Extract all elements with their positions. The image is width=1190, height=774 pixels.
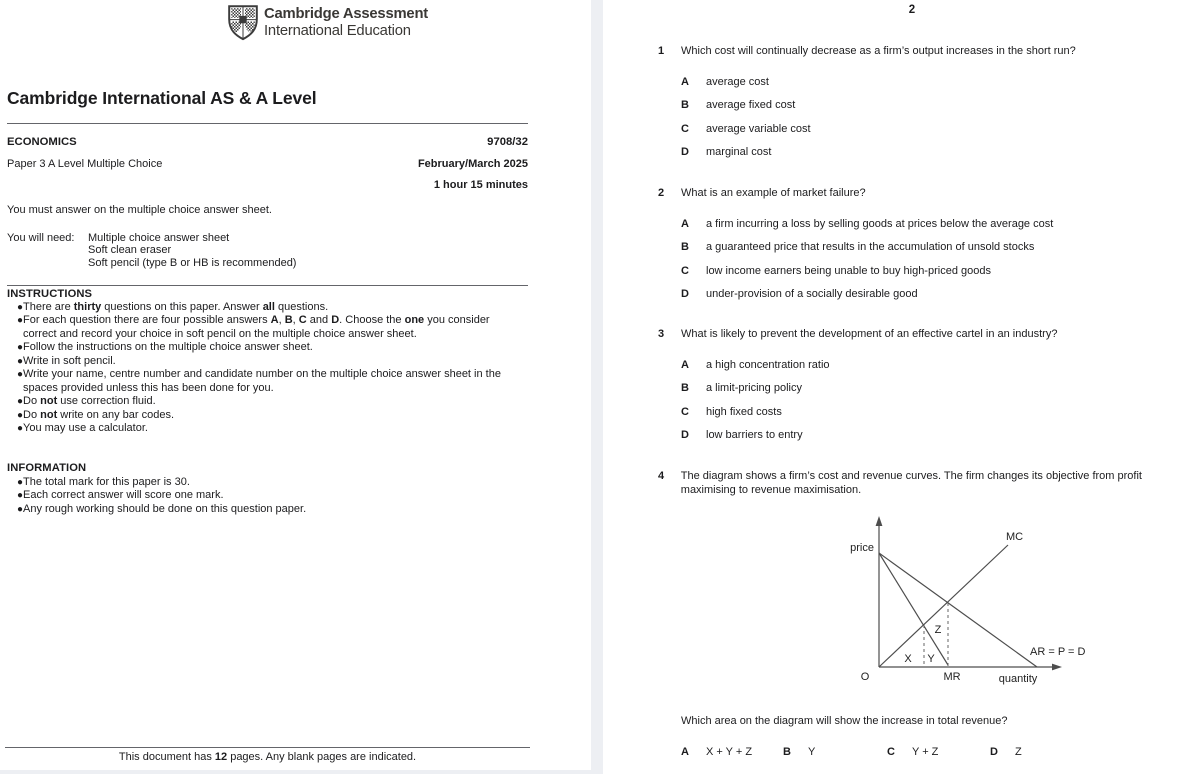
option-letter: A bbox=[681, 745, 689, 758]
question-number: 4 bbox=[658, 470, 665, 482]
cost-revenue-diagram bbox=[830, 512, 1110, 697]
option-b bbox=[681, 99, 1183, 112]
bullet-icon: ● bbox=[17, 369, 24, 381]
option-c bbox=[681, 406, 1183, 419]
option-letter: C bbox=[681, 405, 689, 418]
options-list bbox=[681, 359, 1183, 443]
question-4 bbox=[658, 470, 1183, 758]
y-axis-label: price bbox=[850, 542, 874, 554]
option-text: Z bbox=[1015, 745, 1022, 758]
question-text: The diagram shows a firm’s cost and revenue curves. The firm changes its objective from profit maximising to revenue maximisation. bbox=[680, 470, 1142, 496]
option-text: a high concentration ratio bbox=[706, 358, 830, 371]
footer-divider bbox=[5, 747, 530, 748]
option-text: a limit-pricing policy bbox=[706, 382, 802, 394]
instruction-text: Write your name, centre number and candidate number on the multiple choice answer sheet in the spaces provided unless this has been done for you. bbox=[23, 368, 501, 394]
page-title: Cambridge International AS & A Level bbox=[7, 88, 317, 108]
instruction-item bbox=[7, 409, 524, 422]
bullet-icon: ● bbox=[17, 396, 24, 408]
information-item bbox=[7, 489, 524, 502]
logo-wordmark bbox=[264, 5, 428, 41]
option-d bbox=[681, 146, 1183, 159]
option-b bbox=[783, 746, 887, 758]
instruction-item bbox=[7, 395, 524, 408]
mr-label: MR bbox=[943, 671, 961, 683]
option-letter: A bbox=[681, 75, 689, 88]
option-text: average fixed cost bbox=[706, 99, 796, 111]
questions-page bbox=[603, 0, 1190, 774]
price-axis-arrow-icon bbox=[876, 516, 883, 526]
bullet-icon: ● bbox=[17, 315, 24, 327]
mr-curve bbox=[879, 553, 948, 665]
bullet-icon: ● bbox=[17, 302, 24, 313]
you-will-need-items bbox=[88, 232, 296, 269]
x-axis-label: quantity bbox=[998, 673, 1038, 685]
information-heading: INFORMATION bbox=[7, 462, 87, 474]
cover-page bbox=[0, 0, 591, 770]
instruction-text: Follow the instructions on the multiple choice answer sheet. bbox=[23, 341, 313, 354]
question-text: What is likely to prevent the development of an effective cartel in an industry? bbox=[681, 328, 1058, 340]
option-text: average cost bbox=[706, 75, 769, 88]
option-b bbox=[681, 382, 1183, 395]
options-list bbox=[681, 218, 1183, 302]
option-letter: A bbox=[681, 217, 689, 230]
question-number: 1 bbox=[658, 45, 665, 57]
divider bbox=[7, 285, 528, 286]
option-text: Y bbox=[808, 745, 816, 758]
option-text: a guaranteed price that results in the accumulation of unsold stocks bbox=[706, 241, 1035, 253]
option-letter: D bbox=[990, 745, 998, 758]
logo-line-2: International Education bbox=[264, 22, 411, 39]
origin-label: O bbox=[860, 671, 870, 683]
need-item: Soft pencil (type B or HB is recommended) bbox=[88, 256, 297, 269]
instruction-text: For each question there are four possible answers A, B, C and D. Choose the one you consider correct and record your choice in soft pencil on the multiple choice answer sheet. bbox=[23, 314, 490, 340]
question-number: 2 bbox=[658, 187, 665, 199]
instructions-list bbox=[7, 301, 524, 436]
option-letter: B bbox=[681, 99, 689, 111]
option-letter: B bbox=[783, 745, 791, 758]
cambridge-logo bbox=[228, 5, 428, 41]
option-letter: C bbox=[681, 264, 689, 277]
option-d bbox=[681, 429, 1183, 442]
instruction-text: Do not use correction fluid. bbox=[23, 395, 156, 408]
you-will-need-label: You will need: bbox=[7, 232, 75, 244]
you-will-need bbox=[7, 232, 296, 269]
option-text: X + Y + Z bbox=[706, 745, 753, 758]
option-letter: B bbox=[681, 382, 689, 394]
information-list bbox=[7, 476, 524, 516]
session: February/March 2025 bbox=[417, 158, 528, 170]
instruction-text: There are thirty questions on this paper. Answer all questions. bbox=[23, 301, 329, 313]
question-4-followup: Which area on the diagram will show the increase in total revenue? bbox=[681, 715, 1008, 727]
option-letter: C bbox=[681, 122, 689, 135]
subject-row bbox=[7, 136, 528, 148]
option-text: low barriers to entry bbox=[706, 429, 803, 441]
bullet-icon: ● bbox=[17, 490, 24, 502]
option-c bbox=[887, 746, 990, 758]
area-z-label: Z bbox=[934, 624, 942, 636]
bullet-icon: ● bbox=[17, 342, 24, 354]
information-item bbox=[7, 476, 524, 489]
options-list bbox=[681, 76, 1183, 160]
option-letter: D bbox=[681, 146, 689, 158]
question-number: 3 bbox=[658, 328, 665, 340]
question-2 bbox=[658, 187, 1183, 312]
instruction-item bbox=[7, 368, 524, 395]
option-text: low income earners being unable to buy high-priced goods bbox=[706, 264, 991, 277]
option-d bbox=[681, 288, 1183, 301]
bullet-icon: ● bbox=[17, 355, 24, 367]
option-a bbox=[681, 359, 1183, 372]
option-letter: A bbox=[681, 358, 689, 371]
paper-name: Paper 3 A Level Multiple Choice bbox=[7, 158, 163, 170]
option-c bbox=[681, 123, 1183, 136]
option-text: Y + Z bbox=[912, 745, 939, 758]
instruction-text: Write in soft pencil. bbox=[23, 354, 116, 367]
duration: 1 hour 15 minutes bbox=[433, 179, 528, 191]
question-text: What is an example of market failure? bbox=[681, 187, 866, 199]
instructions-heading: INSTRUCTIONS bbox=[7, 288, 93, 300]
instruction-item bbox=[7, 422, 524, 435]
quantity-axis-arrow-icon bbox=[1052, 664, 1062, 671]
option-text: average variable cost bbox=[706, 122, 811, 135]
option-letter: C bbox=[887, 745, 895, 758]
bullet-icon: ● bbox=[17, 477, 24, 488]
subject-name: ECONOMICS bbox=[7, 136, 77, 148]
option-a bbox=[681, 746, 783, 758]
option-letter: B bbox=[681, 241, 689, 253]
information-text: The total mark for this paper is 30. bbox=[23, 476, 190, 488]
question-text: Which cost will continually decrease as a firm’s output increases in the short run? bbox=[681, 45, 1076, 57]
page-number: 2 bbox=[908, 4, 916, 16]
ar-curve bbox=[879, 553, 1037, 667]
cambridge-shield-icon bbox=[228, 5, 258, 41]
instruction-text: Do not write on any bar codes. bbox=[23, 408, 175, 421]
option-text: under-provision of a socially desirable good bbox=[706, 288, 918, 300]
option-a bbox=[681, 76, 1183, 89]
footer-note: This document has 12 pages. Any blank pages are indicated. bbox=[118, 751, 417, 763]
option-letter: D bbox=[681, 429, 689, 441]
option-letter: D bbox=[681, 288, 689, 300]
inline-options-row bbox=[681, 746, 1183, 758]
logo-line-1: Cambridge Assessment bbox=[264, 6, 429, 22]
option-c bbox=[681, 265, 1183, 278]
instruction-text: You may use a calculator. bbox=[23, 422, 148, 435]
area-x-label: X bbox=[904, 653, 912, 665]
option-d bbox=[990, 746, 1022, 758]
question-3 bbox=[658, 328, 1183, 453]
mc-label: MC bbox=[1006, 531, 1024, 543]
bullet-icon: ● bbox=[17, 409, 24, 421]
area-y-label: Y bbox=[927, 653, 935, 665]
option-text: high fixed costs bbox=[706, 405, 782, 418]
instruction-item bbox=[7, 341, 524, 354]
option-text: a firm incurring a loss by selling goods at prices below the average cost bbox=[706, 217, 1054, 230]
need-item: Multiple choice answer sheet bbox=[88, 232, 230, 244]
option-text: marginal cost bbox=[706, 146, 772, 158]
information-item bbox=[7, 503, 524, 516]
answer-note: You must answer on the multiple choice answer sheet. bbox=[7, 204, 272, 216]
option-b bbox=[681, 241, 1183, 254]
instruction-item bbox=[7, 355, 524, 368]
option-a bbox=[681, 218, 1183, 231]
instruction-item bbox=[7, 314, 524, 341]
mc-curve bbox=[879, 545, 1008, 667]
bullet-icon: ● bbox=[17, 503, 24, 515]
question-1 bbox=[658, 45, 1183, 170]
bullet-icon: ● bbox=[17, 423, 24, 435]
ar-label: AR = P = D bbox=[1030, 646, 1086, 658]
divider bbox=[7, 123, 528, 124]
information-text: Each correct answer will score one mark. bbox=[23, 489, 224, 502]
paper-row bbox=[7, 158, 528, 170]
need-item: Soft clean eraser bbox=[88, 244, 172, 257]
instruction-item bbox=[7, 301, 524, 314]
information-text: Any rough working should be done on this question paper. bbox=[23, 502, 307, 515]
paper-code: 9708/32 bbox=[487, 136, 528, 148]
